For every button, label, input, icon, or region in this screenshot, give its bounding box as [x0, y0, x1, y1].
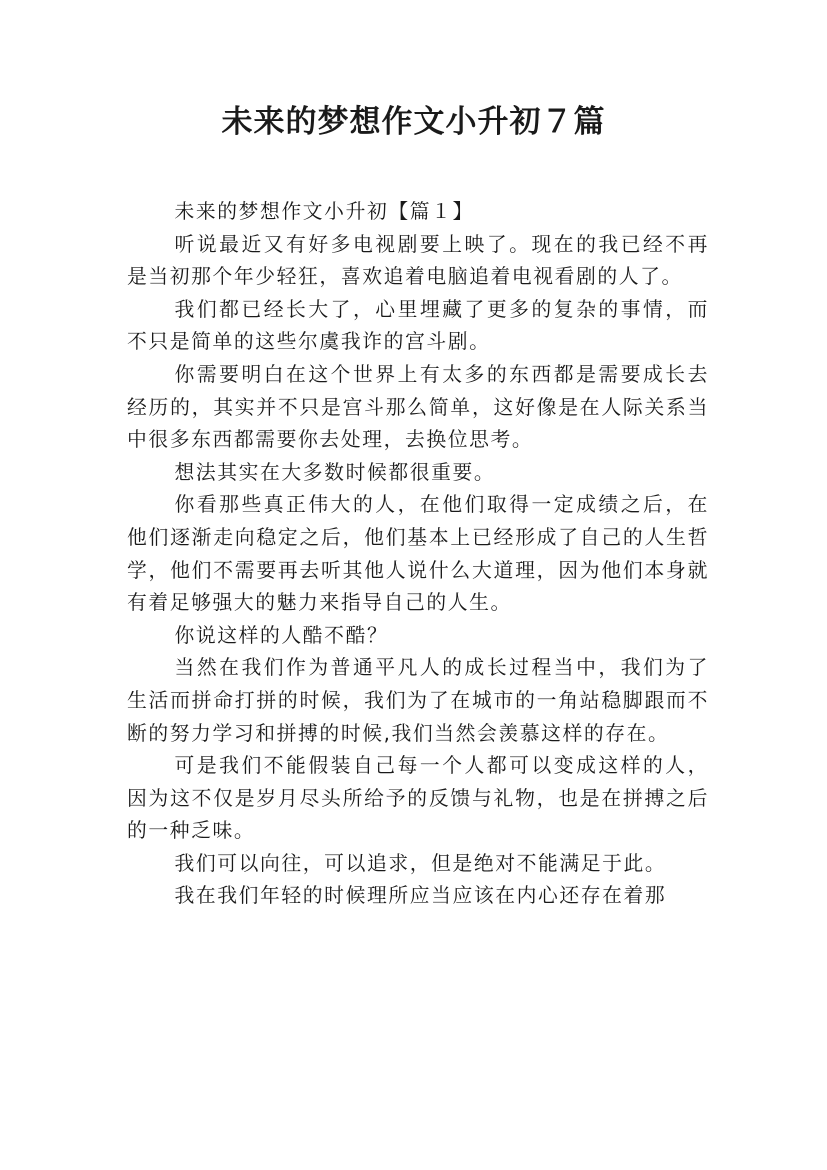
- paragraph: 你需要明白在这个世界上有太多的东西都是需要成长去经历的，其实并不只是宫斗那么简单，这好像是在人际关系当中很多东西都需要你去处理，去换位思考。: [127, 362, 709, 452]
- document-body: [127, 196, 709, 913]
- paragraph: 你看那些真正伟大的人，在他们取得一定成绩之后，在他们逐渐走向稳定之后，他们基本上已经形成了自己的人生哲学，他们不需要再去听其他人说什么大道理，因为他们本身就有着足够强大的魅力来指导自己的人生。: [127, 493, 709, 615]
- paragraph-heading: 未来的梦想作文小升初【篇１】: [174, 200, 474, 223]
- paragraph: 我们都已经长大了，心里埋藏了更多的复杂的事情，而不只是简单的这些尔虞我诈的宫斗剧。: [127, 297, 709, 354]
- paragraph: 可是我们不能假装自己每一个人都可以变成这样的人，因为这不仅是岁月尽头所给予的反馈与礼物，也是在拼搏之后的一种乏味。: [127, 754, 709, 843]
- document-title: 未来的梦想作文小升初７篇: [221, 104, 606, 140]
- paragraph: 想法其实在大多数时候都很重要。: [174, 460, 496, 484]
- paragraph: 听说最近又有好多电视剧要上映了。现在的我已经不再是当初那个年少轻狂，喜欢追着电脑追着电视看剧的人了。: [127, 232, 709, 289]
- paragraph: 当然在我们作为普通平凡人的成长过程当中，我们为了生活而拼命打拼的时候，我们为了在城市的一角站稳脚跟而不断的努力学习和拼搏的时候,我们当然会羡慕这样的存在。: [127, 656, 709, 745]
- paragraph: 我们可以向往，可以追求，但是绝对不能满足于此。: [174, 851, 667, 875]
- paragraph: 我在我们年轻的时候理所应当应该在内心还存在着那: [174, 884, 667, 908]
- paragraph: 你说这样的人酷不酷？: [174, 623, 389, 647]
